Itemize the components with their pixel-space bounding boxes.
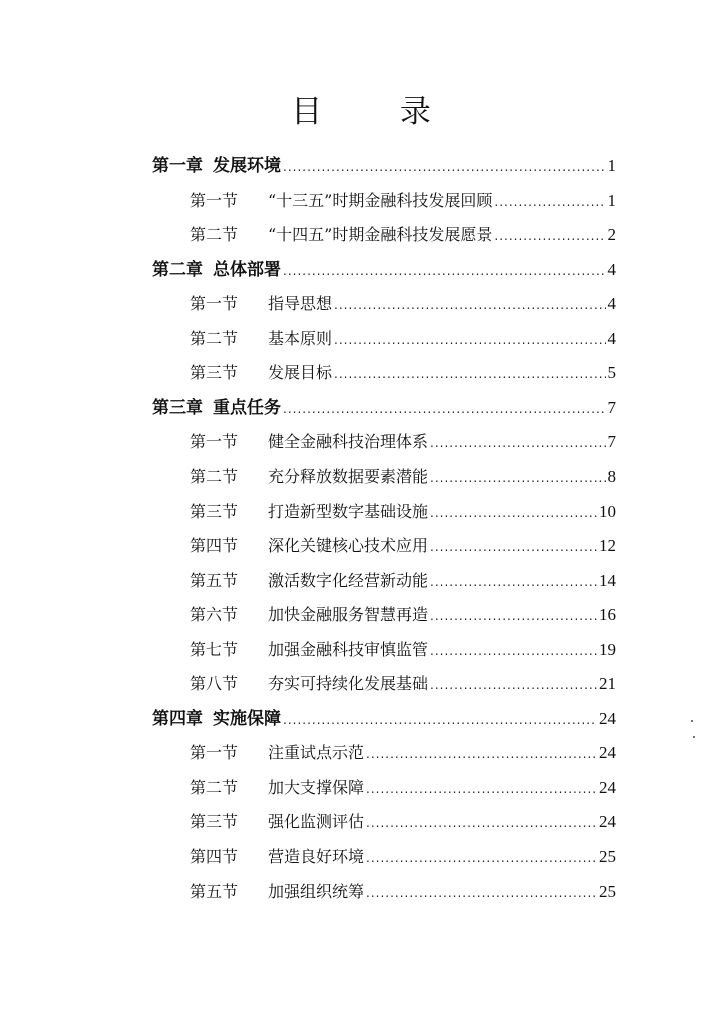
dot-leader <box>366 811 597 835</box>
page-number: 12 <box>599 536 616 556</box>
page-number: 24 <box>599 743 616 763</box>
dot-leader <box>366 846 597 870</box>
section-title: 注重试点示范 <box>268 743 365 763</box>
chapter-title: 总体部署 <box>213 259 281 280</box>
section-number: 第一节 <box>190 190 239 210</box>
section-number: 第三节 <box>190 501 239 521</box>
page-number: 14 <box>599 570 616 590</box>
dot-leader <box>366 742 597 766</box>
section-number: 第七节 <box>190 639 239 659</box>
chapter-number: 第四章 <box>152 708 203 729</box>
section-title: “十四五”时期金融科技发展愿景 <box>268 225 493 245</box>
dot-leader <box>283 708 597 732</box>
dot-leader <box>334 362 605 386</box>
toc-section-entry <box>190 741 616 765</box>
toc-section-entry <box>190 223 616 247</box>
section-title: 加快金融服务智慧再造 <box>268 605 429 625</box>
section-title: 加大支撑保障 <box>268 777 365 797</box>
chapter-title: 重点任务 <box>213 397 281 418</box>
page-number: 7 <box>607 397 616 417</box>
page-number: 25 <box>599 881 616 901</box>
section-number: 第五节 <box>190 881 239 901</box>
toc-section-entry <box>190 500 616 524</box>
dot-leader <box>366 881 597 905</box>
section-title: 营造良好环境 <box>268 847 365 866</box>
section-title: 深化关键核心技术应用 <box>268 536 429 556</box>
page-number: 24 <box>599 812 616 832</box>
toc-section-entry <box>190 189 616 213</box>
dot-leader <box>366 777 597 801</box>
section-title: 加强金融科技审慎监管 <box>268 639 429 659</box>
chapter-title: 实施保障 <box>213 708 281 729</box>
section-number: 第三节 <box>190 812 239 832</box>
page-number: 1 <box>607 190 616 210</box>
section-number: 第四节 <box>190 847 239 866</box>
page-number: 24 <box>599 708 616 728</box>
dot-leader <box>283 259 606 283</box>
page-number: 10 <box>599 501 616 521</box>
page-number: 2 <box>607 225 616 245</box>
section-number: 第一节 <box>190 432 239 452</box>
chapter-number: 第三章 <box>152 397 203 418</box>
dot-leader <box>430 673 597 697</box>
section-title: 充分释放数据要素潜能 <box>268 466 429 486</box>
section-number: 第六节 <box>190 605 239 625</box>
section-number: 第二节 <box>190 328 239 348</box>
page-number: 4 <box>607 259 616 279</box>
section-number: 第四节 <box>190 536 239 556</box>
section-title: 加强组织统筹 <box>268 881 365 901</box>
dot-leader <box>430 535 597 559</box>
section-number: 第三节 <box>190 363 239 383</box>
dot-leader <box>283 397 606 421</box>
toc-chapter-entry <box>152 396 616 420</box>
scan-speck <box>693 736 695 738</box>
section-number: 第八节 <box>190 674 239 694</box>
page-number: 4 <box>607 328 616 348</box>
dot-leader <box>430 501 597 525</box>
section-title: 强化监测评估 <box>268 812 365 832</box>
page-number: 4 <box>607 294 616 314</box>
dot-leader <box>430 604 597 628</box>
section-title: 打造新型数字基础设施 <box>268 501 429 521</box>
toc-section-entry <box>190 430 616 454</box>
toc-section-entry <box>190 361 616 385</box>
section-number: 第二节 <box>190 225 239 245</box>
page-number: 5 <box>607 363 616 383</box>
section-title: 基本原则 <box>268 328 333 348</box>
toc-section-entry <box>190 810 616 834</box>
section-title: 发展目标 <box>268 363 333 383</box>
toc-section-entry <box>190 327 616 351</box>
toc-chapter-entry <box>152 707 616 731</box>
section-title: 健全金融科技治理体系 <box>268 432 429 452</box>
chapter-number: 第二章 <box>152 259 203 280</box>
page-number: 21 <box>599 674 616 694</box>
section-title: 夯实可持续化发展基础 <box>268 674 429 694</box>
toc-section-entry <box>190 672 616 696</box>
section-title: “十三五”时期金融科技发展回顾 <box>268 190 493 210</box>
section-number: 第一节 <box>190 743 239 763</box>
section-number: 第二节 <box>190 777 239 797</box>
page-number: 19 <box>599 639 616 659</box>
dot-leader <box>494 224 605 248</box>
dot-leader <box>334 328 605 352</box>
toc-chapter-entry <box>152 154 616 178</box>
dot-leader <box>283 155 606 179</box>
page-number: 1 <box>607 156 616 175</box>
page-number: 7 <box>607 432 616 452</box>
page-number: 16 <box>599 605 616 625</box>
toc-section-entry <box>190 776 616 800</box>
chapter-number: 第一章 <box>152 156 203 176</box>
toc-section-entry <box>190 534 616 558</box>
dot-leader <box>430 431 605 455</box>
dot-leader <box>334 293 605 317</box>
toc-section-entry <box>190 569 616 593</box>
toc-section-entry <box>190 603 616 627</box>
toc-section-entry <box>190 465 616 489</box>
section-number: 第二节 <box>190 466 239 486</box>
dot-leader <box>430 639 597 663</box>
page-number: 24 <box>599 777 616 797</box>
page-number: 8 <box>607 466 616 486</box>
dot-leader <box>430 570 597 594</box>
toc-section-entry <box>190 880 616 904</box>
scan-speck <box>691 720 693 722</box>
section-number: 第一节 <box>190 294 239 314</box>
page-title: 目 录 <box>291 94 465 130</box>
section-title: 指导思想 <box>268 294 333 314</box>
toc-section-entry <box>190 292 616 316</box>
dot-leader <box>430 466 605 490</box>
section-title: 激活数字化经营新动能 <box>268 570 429 590</box>
section-number: 第五节 <box>190 570 239 590</box>
toc-section-entry <box>190 638 616 662</box>
chapter-title: 发展环境 <box>213 156 281 176</box>
toc-chapter-entry <box>152 258 616 282</box>
toc-section-entry <box>190 845 616 869</box>
dot-leader <box>494 190 605 214</box>
page-number: 25 <box>599 847 616 866</box>
